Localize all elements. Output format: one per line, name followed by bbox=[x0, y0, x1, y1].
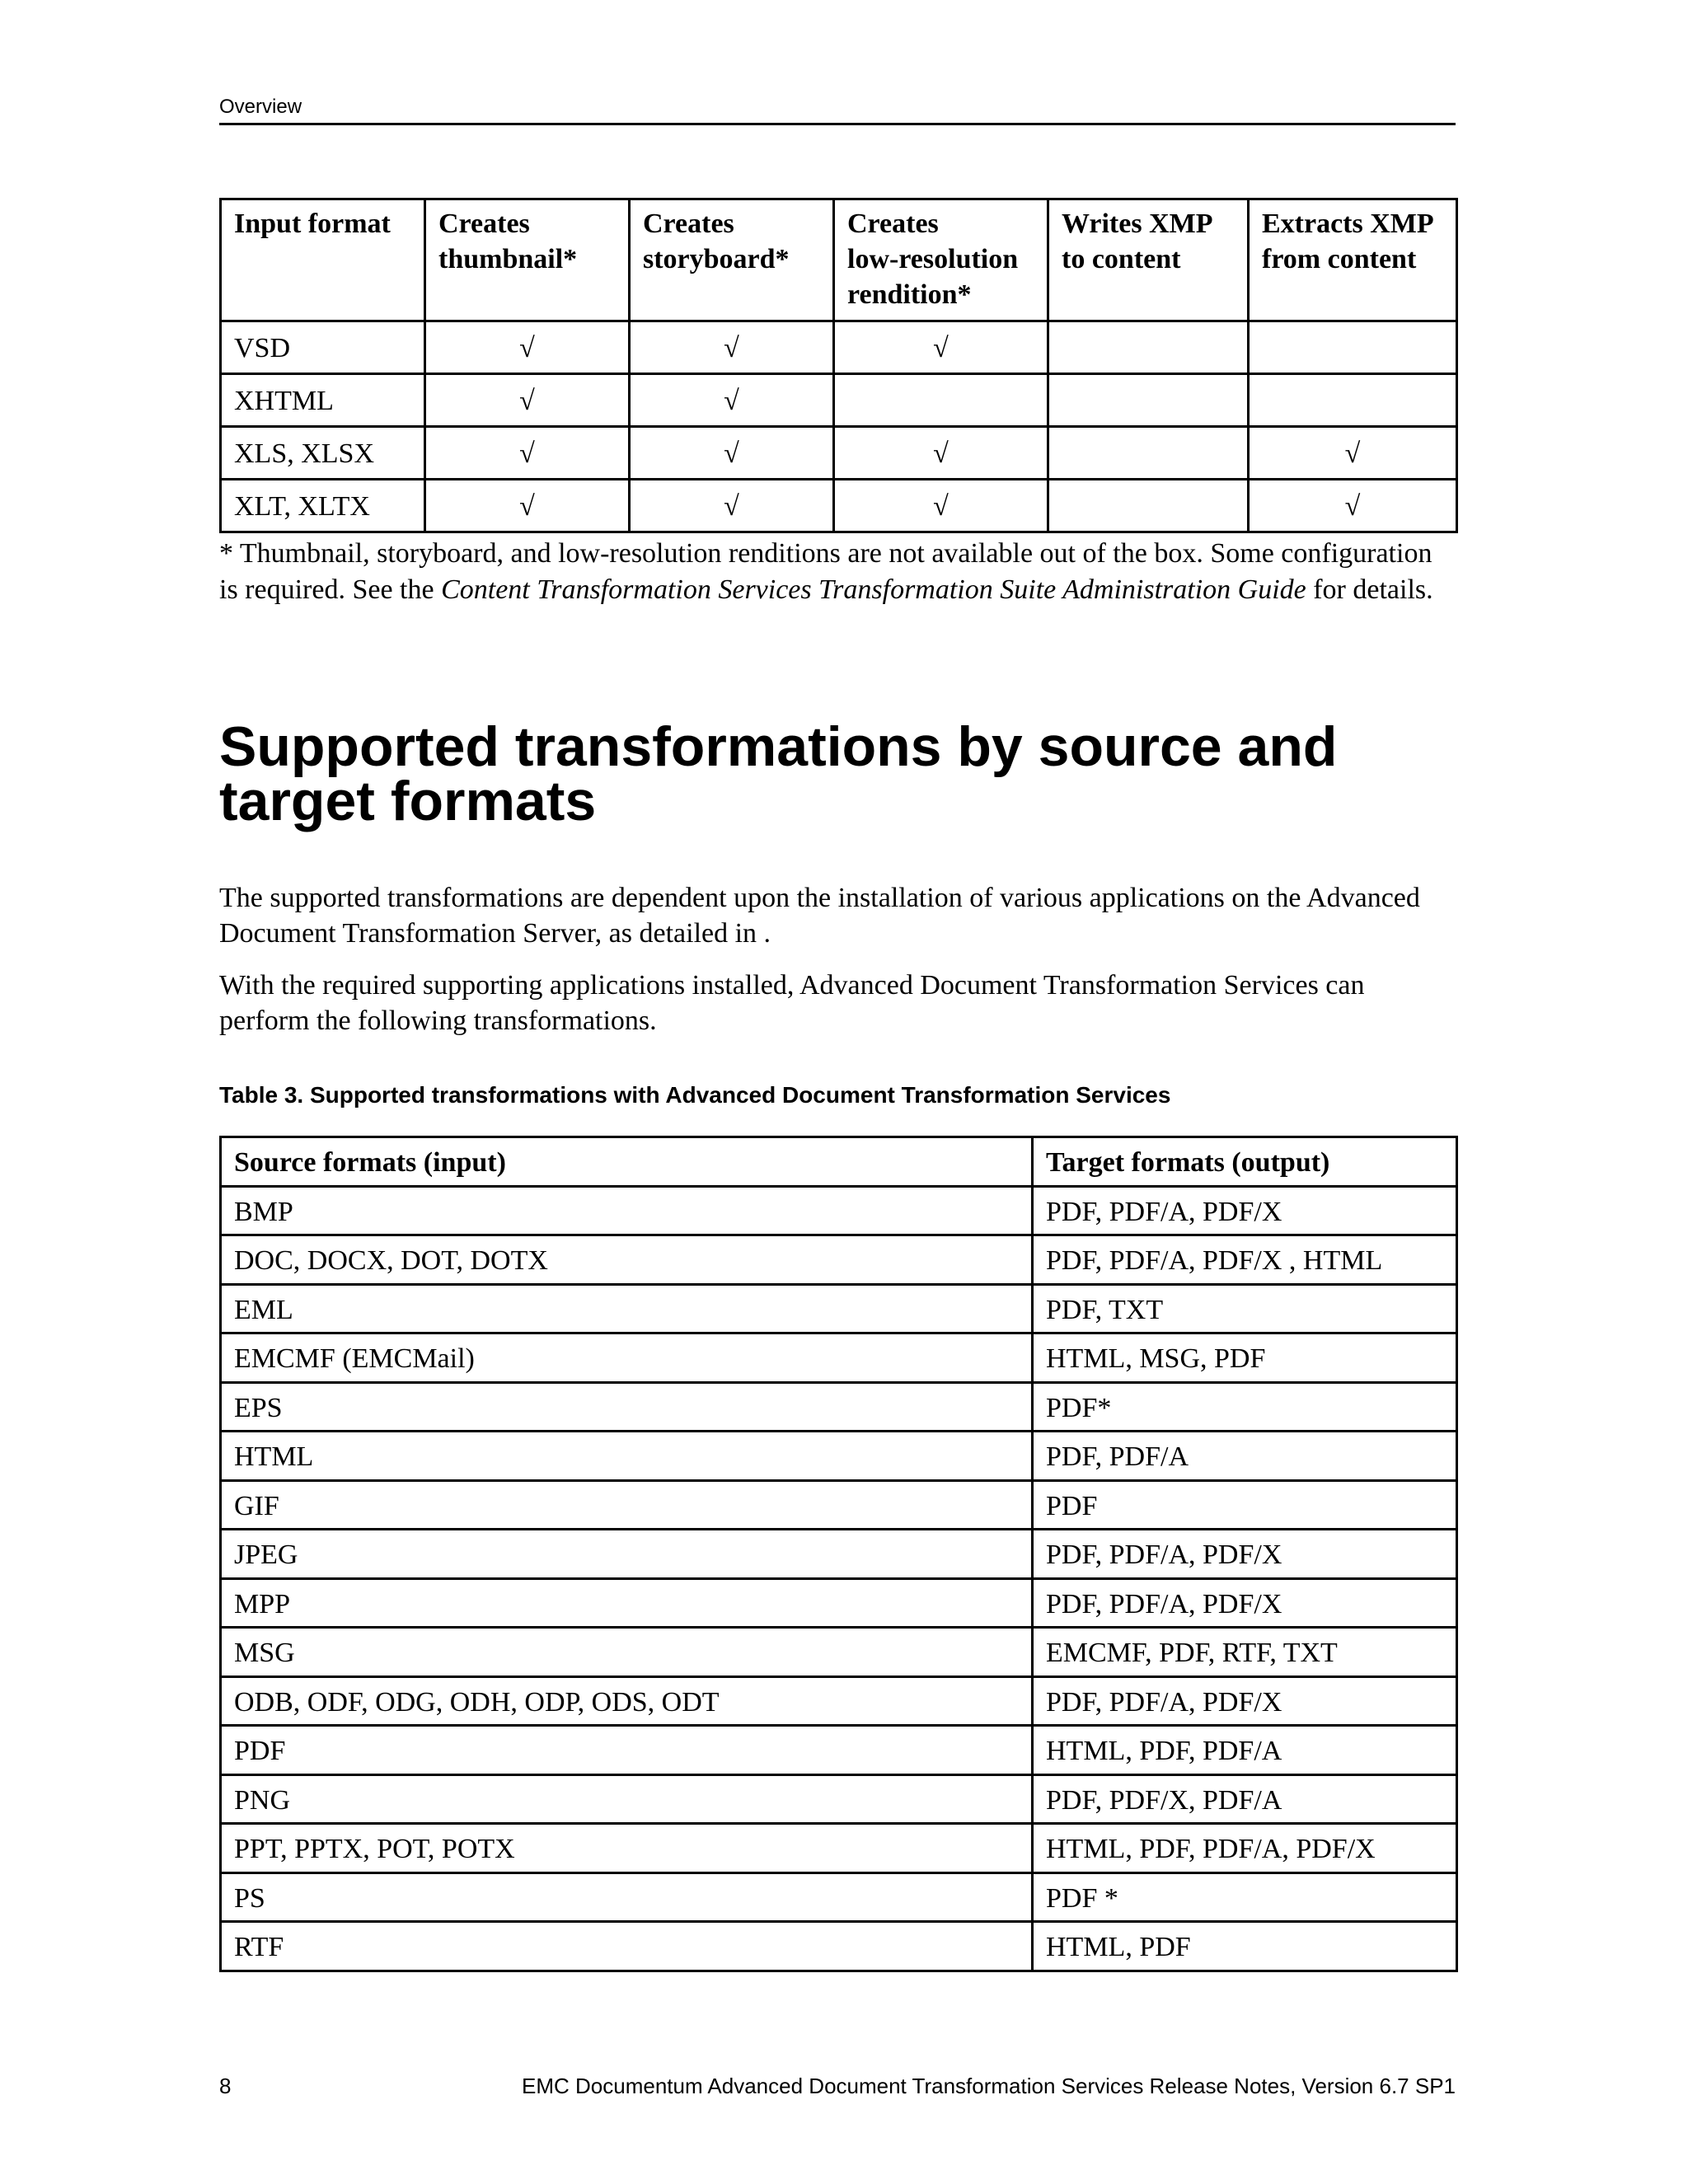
feature-cell bbox=[630, 480, 834, 532]
source-formats-header: Source formats (input) bbox=[221, 1137, 1033, 1187]
source-format-cell: ODB, ODF, ODG, ODH, ODP, ODS, ODT bbox=[221, 1676, 1033, 1726]
footnote-tail: for details. bbox=[1306, 574, 1433, 605]
table-row bbox=[221, 1628, 1457, 1677]
column-header-line: Creates bbox=[438, 209, 530, 239]
table-footnote bbox=[219, 536, 1456, 608]
target-format-cell: PDF, PDF/A bbox=[1033, 1432, 1457, 1481]
table-row bbox=[221, 1480, 1457, 1530]
checkmark-icon: √ bbox=[1344, 491, 1361, 522]
table-row bbox=[221, 374, 1457, 427]
target-format-cell: PDF, PDF/A, PDF/X , HTML bbox=[1033, 1235, 1457, 1285]
source-format-cell: JPEG bbox=[221, 1530, 1033, 1579]
column-header bbox=[1249, 199, 1457, 321]
table-row bbox=[221, 1824, 1457, 1873]
checkmark-icon: √ bbox=[519, 386, 535, 416]
target-format-cell: PDF, PDF/A, PDF/X bbox=[1033, 1530, 1457, 1579]
source-format-cell: EPS bbox=[221, 1382, 1033, 1432]
table-header-row bbox=[221, 199, 1457, 321]
checkmark-icon: √ bbox=[724, 491, 739, 522]
feature-cell bbox=[834, 427, 1048, 480]
column-header-line: Input format bbox=[234, 209, 391, 239]
target-format-cell: PDF, PDF/X, PDF/A bbox=[1033, 1774, 1457, 1824]
format-features-table bbox=[219, 198, 1458, 533]
target-format-cell: HTML, PDF, PDF/A, PDF/X bbox=[1033, 1824, 1457, 1873]
column-header-line: Extracts XMP bbox=[1262, 209, 1434, 239]
source-format-cell: BMP bbox=[221, 1186, 1033, 1235]
checkmark-icon: √ bbox=[519, 438, 535, 469]
footnote-guide-title: Content Transformation Services Transformation Suite Administration Guide bbox=[441, 574, 1306, 605]
feature-cell bbox=[1048, 427, 1249, 480]
footnote-lead: * Thumbnail, storyboard, and low-resolution renditions are not available out of the box. Some configuration is required. See the bbox=[219, 538, 1432, 605]
target-format-cell: HTML, PDF, PDF/A bbox=[1033, 1726, 1457, 1775]
column-header bbox=[425, 199, 630, 321]
table-row bbox=[221, 1284, 1457, 1333]
feature-cell bbox=[834, 321, 1048, 374]
transformations-table bbox=[219, 1136, 1458, 1972]
column-header-line: Creates bbox=[643, 209, 734, 239]
checkmark-icon: √ bbox=[724, 386, 739, 416]
format-cell: XLS, XLSX bbox=[221, 427, 425, 480]
column-header-line: to content bbox=[1062, 244, 1181, 274]
source-format-cell: PS bbox=[221, 1872, 1033, 1922]
feature-cell bbox=[1048, 374, 1249, 427]
target-format-cell: PDF, TXT bbox=[1033, 1284, 1457, 1333]
source-format-cell: PPT, PPTX, POT, POTX bbox=[221, 1824, 1033, 1873]
capability-paragraph: With the required supporting applications installed, Advanced Document Transformation Services can perform the following transformations. bbox=[219, 970, 1365, 1036]
section-heading-line-1: Supported transformations by source and bbox=[219, 715, 1338, 778]
running-header: Overview bbox=[219, 96, 302, 118]
target-format-cell: PDF, PDF/A, PDF/X bbox=[1033, 1676, 1457, 1726]
checkmark-icon: √ bbox=[1344, 438, 1361, 469]
column-header-line: from content bbox=[1262, 244, 1417, 274]
feature-cell bbox=[834, 374, 1048, 427]
section-heading bbox=[219, 715, 1456, 832]
source-format-cell: EML bbox=[221, 1284, 1033, 1333]
source-format-cell: GIF bbox=[221, 1480, 1033, 1530]
checkmark-icon: √ bbox=[933, 333, 949, 363]
checkmark-icon: √ bbox=[519, 491, 535, 522]
feature-cell bbox=[1048, 480, 1249, 532]
target-format-cell: PDF * bbox=[1033, 1872, 1457, 1922]
feature-cell bbox=[834, 480, 1048, 532]
feature-cell bbox=[425, 321, 630, 374]
feature-cell bbox=[425, 480, 630, 532]
column-header-line: low-resolution bbox=[847, 244, 1019, 274]
source-format-cell: RTF bbox=[221, 1922, 1033, 1971]
table-row bbox=[221, 1676, 1457, 1726]
table-row bbox=[221, 321, 1457, 374]
feature-cell bbox=[630, 374, 834, 427]
table-row bbox=[221, 1235, 1457, 1285]
table-header-row bbox=[221, 1137, 1457, 1187]
source-format-cell: EMCMF (EMCMail) bbox=[221, 1333, 1033, 1383]
feature-cell bbox=[630, 427, 834, 480]
target-formats-header: Target formats (output) bbox=[1033, 1137, 1457, 1187]
column-header-line: rendition* bbox=[847, 279, 972, 310]
source-format-cell: MSG bbox=[221, 1628, 1033, 1677]
source-format-cell: MPP bbox=[221, 1578, 1033, 1628]
column-header bbox=[221, 199, 425, 321]
column-header bbox=[1048, 199, 1249, 321]
column-header bbox=[630, 199, 834, 321]
table-row bbox=[221, 427, 1457, 480]
target-format-cell: HTML, MSG, PDF bbox=[1033, 1333, 1457, 1383]
table-caption: Table 3. Supported transformations with Advanced Document Transformation Services bbox=[219, 1082, 1171, 1108]
format-cell: XLT, XLTX bbox=[221, 480, 425, 532]
feature-cell bbox=[630, 321, 834, 374]
feature-cell bbox=[1249, 321, 1457, 374]
feature-cell bbox=[1048, 321, 1249, 374]
table-row bbox=[221, 1530, 1457, 1579]
table-row bbox=[221, 1872, 1457, 1922]
checkmark-icon: √ bbox=[519, 333, 535, 363]
checkmark-icon: √ bbox=[724, 333, 739, 363]
checkmark-icon: √ bbox=[724, 438, 739, 469]
format-cell: VSD bbox=[221, 321, 425, 374]
table-row bbox=[221, 1186, 1457, 1235]
intro-paragraph: The supported transformations are dependent upon the installation of various applications on the Advanced Document Transformation Server, as detailed in . bbox=[219, 883, 1420, 949]
feature-cell bbox=[425, 374, 630, 427]
table-row bbox=[221, 1382, 1457, 1432]
column-header-line: storyboard* bbox=[643, 244, 790, 274]
header-rule bbox=[219, 123, 1456, 125]
section-heading-line-2: target formats bbox=[219, 770, 597, 832]
footer-doc-title: EMC Documentum Advanced Document Transformation Services Release Notes, Version 6.7 SP1 bbox=[522, 2074, 1456, 2098]
table-row bbox=[221, 1578, 1457, 1628]
source-format-cell: HTML bbox=[221, 1432, 1033, 1481]
column-header-line: Writes XMP bbox=[1062, 209, 1213, 239]
page-number: 8 bbox=[219, 2074, 232, 2098]
source-format-cell: PDF bbox=[221, 1726, 1033, 1775]
feature-cell bbox=[1249, 374, 1457, 427]
table-row bbox=[221, 1726, 1457, 1775]
table-row bbox=[221, 1432, 1457, 1481]
target-format-cell: PDF, PDF/A, PDF/X bbox=[1033, 1186, 1457, 1235]
source-format-cell: DOC, DOCX, DOT, DOTX bbox=[221, 1235, 1033, 1285]
table-row bbox=[221, 480, 1457, 532]
target-format-cell: PDF, PDF/A, PDF/X bbox=[1033, 1578, 1457, 1628]
column-header-line: thumbnail* bbox=[438, 244, 578, 274]
feature-cell bbox=[1249, 480, 1457, 532]
source-format-cell: PNG bbox=[221, 1774, 1033, 1824]
column-header-line: Creates bbox=[847, 209, 939, 239]
checkmark-icon: √ bbox=[933, 438, 949, 469]
table-row bbox=[221, 1774, 1457, 1824]
table-row bbox=[221, 1333, 1457, 1383]
target-format-cell: PDF bbox=[1033, 1480, 1457, 1530]
target-format-cell: PDF* bbox=[1033, 1382, 1457, 1432]
target-format-cell: HTML, PDF bbox=[1033, 1922, 1457, 1971]
table-row bbox=[221, 1922, 1457, 1971]
checkmark-icon: √ bbox=[933, 491, 949, 522]
format-cell: XHTML bbox=[221, 374, 425, 427]
column-header bbox=[834, 199, 1048, 321]
target-format-cell: EMCMF, PDF, RTF, TXT bbox=[1033, 1628, 1457, 1677]
feature-cell bbox=[1249, 427, 1457, 480]
feature-cell bbox=[425, 427, 630, 480]
